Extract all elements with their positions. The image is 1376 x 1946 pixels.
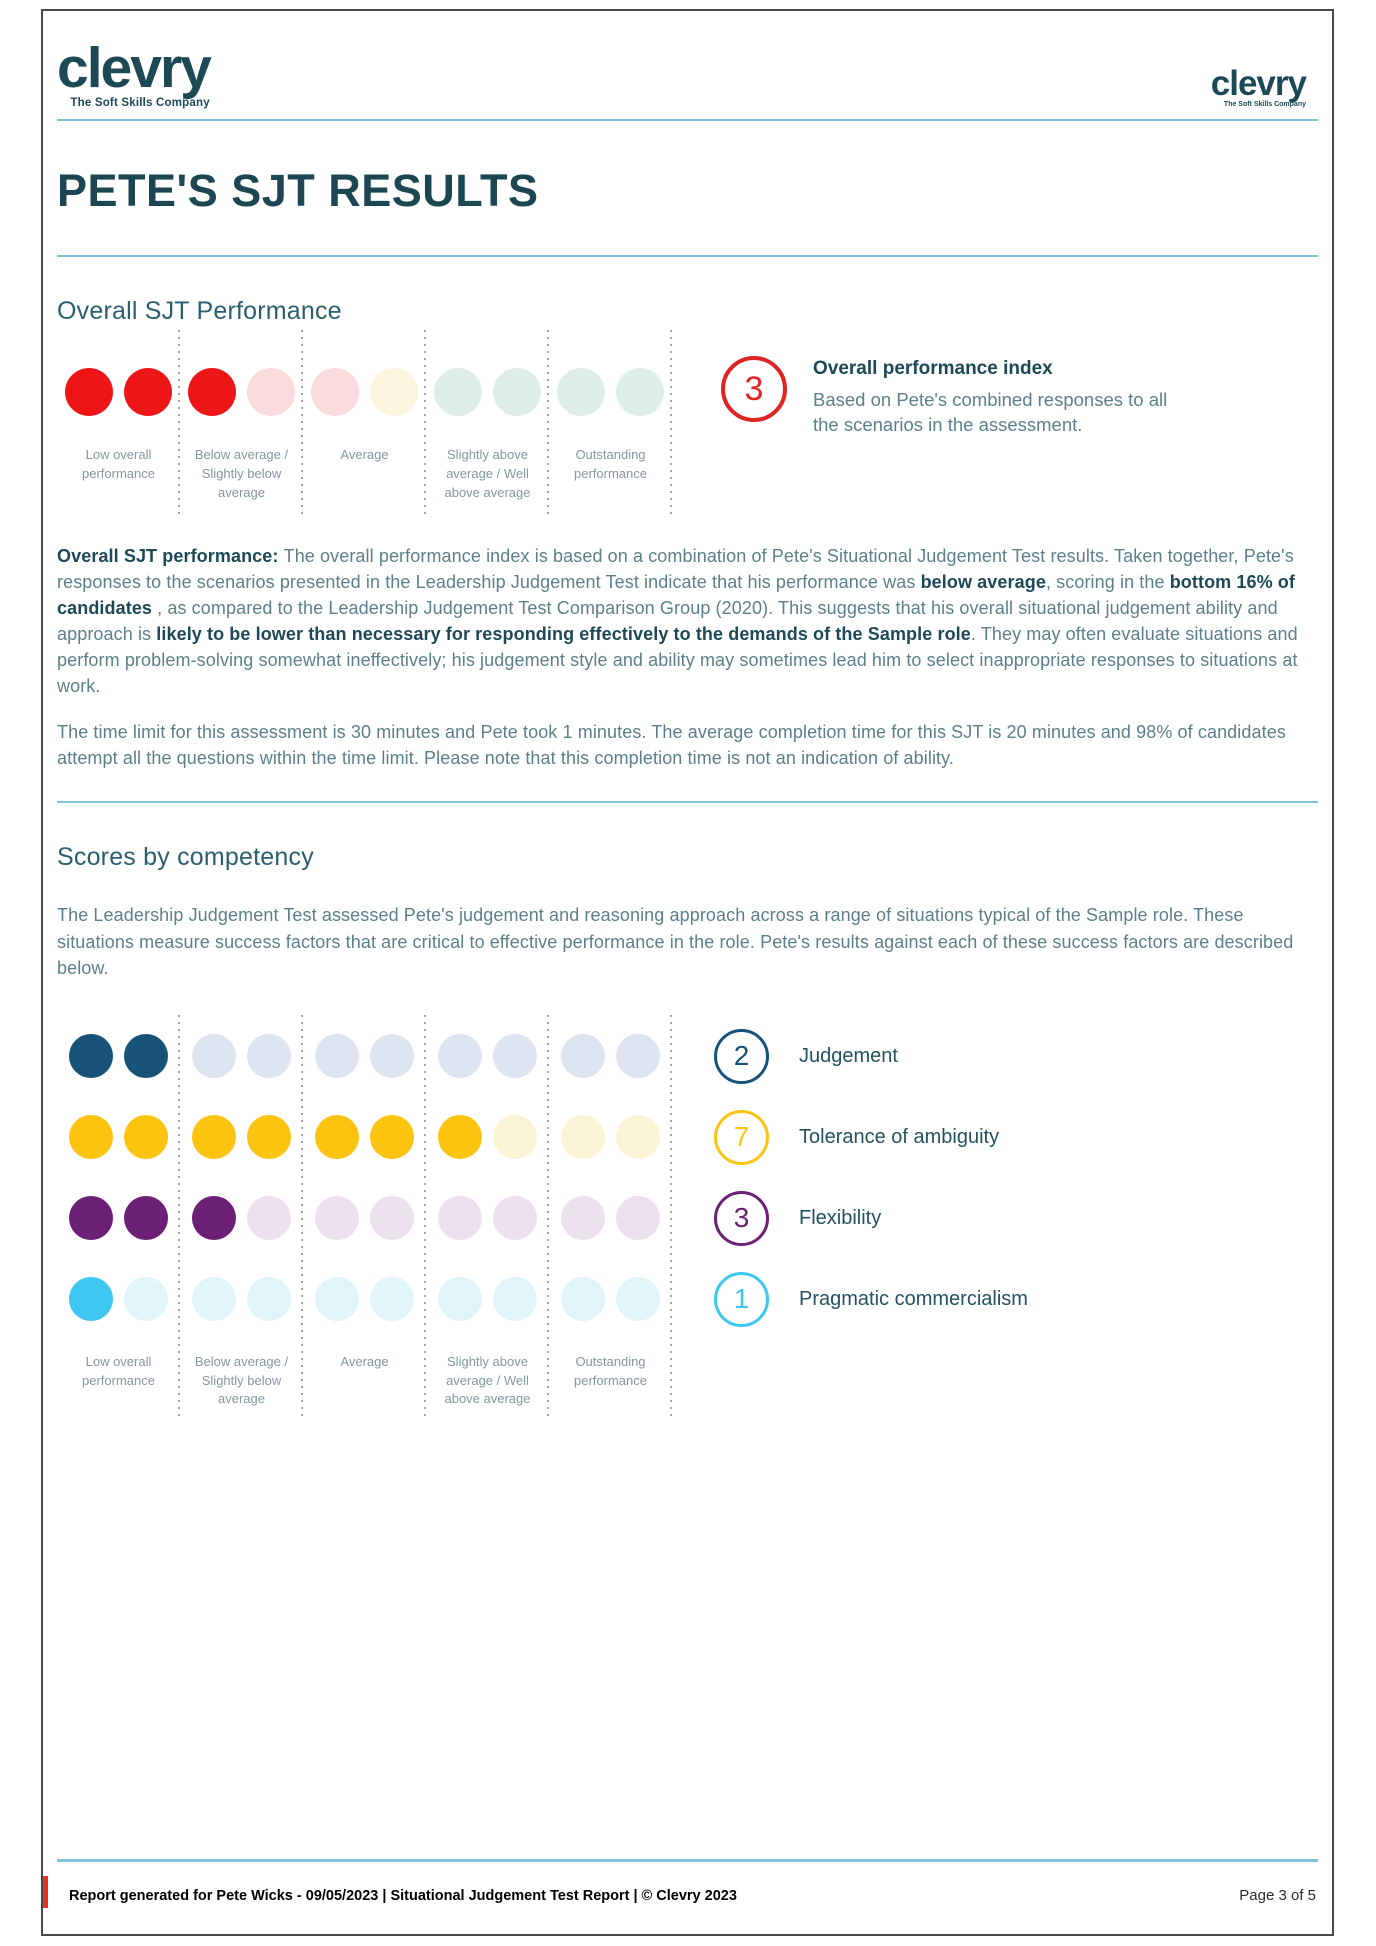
page-content [43, 11, 1332, 1419]
dot-empty [370, 368, 418, 416]
header [57, 37, 1318, 109]
flexibility-score-circle: 3 [714, 1191, 769, 1246]
dot-empty [315, 1034, 359, 1078]
overall-performance-block [57, 330, 1318, 515]
dot-filled [69, 1196, 113, 1240]
overall-index-description: Based on Pete's combined responses to all the scenarios in the assessment. [813, 389, 1168, 436]
flexibility-label: Flexibility [799, 1206, 882, 1229]
dot-filled [69, 1277, 113, 1321]
dotted-separator [178, 1015, 180, 1420]
dot-empty [561, 1034, 605, 1078]
judgement-score-circle: 2 [714, 1029, 769, 1084]
flexibility-dots-row [57, 1196, 672, 1240]
dot-filled [124, 368, 172, 416]
dot-empty [192, 1277, 236, 1321]
clevry-tagline: The Soft Skills Company [70, 97, 210, 110]
dot-filled [188, 368, 236, 416]
scale-group [57, 368, 180, 416]
scale-group [57, 1277, 180, 1321]
competency-row-tolerance [57, 1110, 1318, 1165]
judgement-dots-row [57, 1034, 672, 1078]
dot-empty [370, 1196, 414, 1240]
title-divider [57, 255, 1318, 257]
pragmatic-label: Pragmatic commercialism [799, 1287, 1028, 1310]
dotted-separator [670, 1015, 672, 1420]
dot-filled [315, 1115, 359, 1159]
scale-group [303, 1196, 426, 1240]
footer-divider [57, 1859, 1318, 1862]
dot-empty [247, 1277, 291, 1321]
dot-filled [370, 1115, 414, 1159]
competency-intro-paragraph: The Leadership Judgement Test assessed Pete's judgement and reasoning approach across a range of situations typical of the Sample role. These situations measure success factors that are critical to effective performance in the role. Pete's results against each of these success factors are described below. [57, 905, 1294, 978]
bold-text-run: bottom 16% of candidates [57, 571, 1295, 618]
dot-empty [124, 1277, 168, 1321]
judgement-annotation [714, 1029, 898, 1084]
dot-filled [192, 1115, 236, 1159]
bold-text-run: Overall SJT performance: [57, 545, 284, 566]
overall-dots-row [57, 368, 675, 416]
scale-group [426, 368, 549, 416]
dot-empty [616, 1034, 660, 1078]
bold-text-run: below average [920, 571, 1046, 592]
dot-empty [438, 1196, 482, 1240]
tolerance-score-circle: 7 [714, 1110, 769, 1165]
overall-scale [57, 330, 675, 515]
scale-group [303, 1277, 426, 1321]
dot-empty [315, 1277, 359, 1321]
footer-page-number: Page 3 of 5 [1239, 1887, 1316, 1904]
dot-empty [247, 1196, 291, 1240]
dot-empty [493, 1034, 537, 1078]
scale-group [426, 1034, 549, 1078]
scale-group [57, 1034, 180, 1078]
scale-group [303, 368, 426, 416]
dot-empty [616, 1196, 660, 1240]
scale-band-label: Outstanding performance [574, 447, 647, 481]
dot-empty [192, 1034, 236, 1078]
footer-red-tab [43, 1876, 48, 1908]
overall-section-heading: Overall SJT Performance [57, 297, 342, 326]
timing-paragraph: The time limit for this assessment is 30 minutes and Pete took 1 minutes. The average completion time for this SJT is 20 minutes and 98% of candidates attempt all the questions within the time limit. Please note that this completion time is not an indication of ability. [57, 722, 1286, 769]
tolerance-label: Tolerance of ambiguity [799, 1125, 1000, 1148]
dot-empty [370, 1034, 414, 1078]
dot-filled [124, 1196, 168, 1240]
dot-empty [311, 368, 359, 416]
scale-group [180, 1115, 303, 1159]
competency-row-pragmatic [57, 1272, 1318, 1327]
clevry-logo-large [57, 36, 210, 110]
dotted-separator [424, 330, 426, 515]
scale-group [57, 1196, 180, 1240]
dotted-separator [178, 330, 180, 515]
dot-empty [561, 1277, 605, 1321]
dot-empty [493, 368, 541, 416]
dot-filled [247, 1115, 291, 1159]
scale-band-label: Below average / Slightly below average [194, 1353, 289, 1407]
scale-group [303, 1034, 426, 1078]
clevry-wordmark: clevry [57, 36, 210, 100]
dot-empty [616, 1277, 660, 1321]
overall-performance-paragraph [57, 543, 1318, 700]
competency-row-flexibility [57, 1191, 1318, 1246]
dot-empty [616, 368, 664, 416]
dot-empty [434, 368, 482, 416]
scale-group [57, 1115, 180, 1159]
scale-group [549, 368, 672, 416]
page-title: PETE'S SJT RESULTS [57, 165, 539, 217]
pragmatic-annotation [714, 1272, 1028, 1327]
scale-group [180, 1277, 303, 1321]
dot-empty [557, 368, 605, 416]
competency-row-judgement [57, 1029, 1318, 1084]
scale-group [180, 1196, 303, 1240]
competency-scale-labels [57, 1353, 1318, 1410]
dot-empty [493, 1277, 537, 1321]
dot-filled [192, 1196, 236, 1240]
footer-report-info: Report generated for Pete Wicks - 09/05/2023 | Situational Judgement Test Report | © Clevry 2023 [69, 1887, 737, 1904]
dot-empty [247, 1034, 291, 1078]
dot-empty [493, 1115, 537, 1159]
footer [69, 1887, 1316, 1904]
dotted-separator [301, 1015, 303, 1420]
scale-group [426, 1115, 549, 1159]
dotted-separator [547, 330, 549, 515]
overall-index-label: Overall performance index [813, 358, 1053, 380]
text-run: , scoring in the [1045, 571, 1170, 592]
dot-empty [247, 368, 295, 416]
dot-empty [438, 1034, 482, 1078]
pragmatic-score-circle: 1 [714, 1272, 769, 1327]
dot-filled [438, 1115, 482, 1159]
scale-group [549, 1196, 672, 1240]
scale-band-label: Average [340, 447, 389, 463]
dotted-separator [301, 330, 303, 515]
dot-filled [124, 1115, 168, 1159]
clevry-wordmark-small: clevry [1210, 64, 1306, 103]
dot-filled [69, 1034, 113, 1078]
scale-group [303, 1115, 426, 1159]
text-run: , as compared to the Leadership Judgement Test Comparison Group (2020). This suggests that his overall situational judgement ability and approach is [57, 597, 1278, 644]
competency-section-heading: Scores by competency [57, 843, 314, 872]
dotted-separator [424, 1015, 426, 1420]
dot-empty [616, 1115, 660, 1159]
tolerance-annotation [714, 1110, 999, 1165]
scale-group [180, 1034, 303, 1078]
text-run: . They may often evaluate situations and perform problem-solving somewhat ineffectively; his judgement style and ability may sometimes lead him to select inappropriate responses to situations at work. [57, 623, 1298, 697]
overall-score-circle: 3 [721, 356, 787, 422]
scale-band-label: Average [340, 1353, 389, 1369]
tolerance-dots-row [57, 1115, 672, 1159]
dot-empty [370, 1277, 414, 1321]
scale-band-label: Low overall performance [82, 1353, 155, 1388]
scale-band-label: Below average / Slightly below average [194, 447, 289, 500]
overall-score-text [813, 356, 1171, 438]
scale-band-label: Slightly above average / Well above average [444, 447, 531, 500]
scale-group [426, 1277, 549, 1321]
scale-band-label: Slightly above average / Well above average [444, 1353, 531, 1407]
overall-score-annotation [721, 330, 1171, 438]
scale-group [549, 1115, 672, 1159]
scale-group [549, 1034, 672, 1078]
header-divider [57, 119, 1318, 121]
page-frame [41, 9, 1334, 1936]
text-run: The overall performance index is based on a combination of Pete's Situational Judgement Test results. Taken together, Pete's responses to the scenarios presented in the Leadership Judgement Test indicate that his performance was [57, 545, 1294, 592]
clevry-tagline-small: The Soft Skills Company [1223, 101, 1306, 109]
scale-group [180, 368, 303, 416]
dot-empty [561, 1196, 605, 1240]
dot-filled [124, 1034, 168, 1078]
scale-band-label: Outstanding performance [574, 1353, 647, 1388]
section-divider [57, 801, 1318, 803]
dotted-separator [670, 330, 672, 515]
clevry-logo-small [1210, 64, 1306, 109]
dot-filled [65, 368, 113, 416]
scale-band-label: Low overall performance [82, 447, 155, 481]
bold-text-run: likely to be lower than necessary for responding effectively to the demands of the Sample role [156, 623, 971, 644]
scale-group [549, 1277, 672, 1321]
dot-empty [493, 1196, 537, 1240]
dot-empty [438, 1277, 482, 1321]
scale-group [426, 1196, 549, 1240]
overall-scale-labels [57, 446, 675, 503]
flexibility-annotation [714, 1191, 881, 1246]
dot-filled [69, 1115, 113, 1159]
dot-empty [561, 1115, 605, 1159]
dotted-separator [547, 1015, 549, 1420]
pragmatic-dots-row [57, 1277, 672, 1321]
competency-scale [57, 1015, 1318, 1420]
judgement-label: Judgement [799, 1044, 898, 1067]
dot-empty [315, 1196, 359, 1240]
